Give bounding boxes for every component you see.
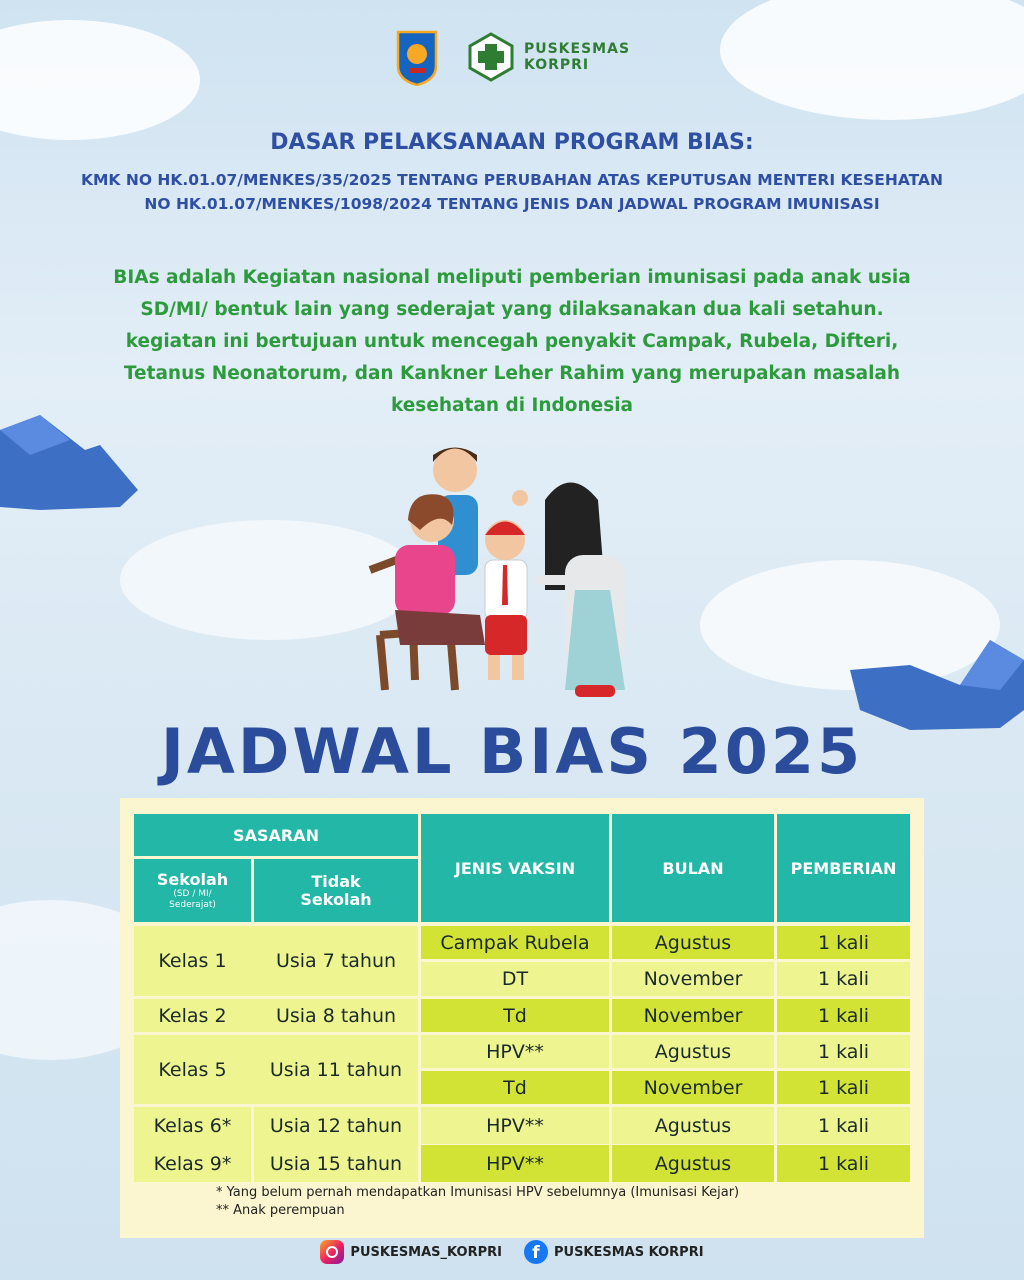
bulan-cell: Agustus <box>612 1145 774 1182</box>
vaksin-cell: Td <box>421 1071 609 1104</box>
pemberian-cell: 1 kali <box>777 1035 910 1068</box>
group-sekolah-2: Kelas 2 <box>158 1004 227 1027</box>
rock-decoration-left <box>0 415 140 510</box>
logo-bar <box>0 28 1024 86</box>
group-sekolah-9: Kelas 9* <box>153 1152 232 1175</box>
pemberian-cell: 1 kali <box>777 999 910 1032</box>
vaksin-cell: Td <box>421 999 609 1032</box>
description-line: Tetanus Neonatorum, dan Kankner Leher Rahim yang merupakan masalah <box>123 363 901 384</box>
group-tidak-6: Usia 12 tahun <box>269 1114 403 1137</box>
decree-line2: NO HK.01.07/MENKES/1098/2024 TENTANG JENIS DAN JADWAL PROGRAM IMUNISASI <box>144 195 880 213</box>
description-line: kegiatan ini bertujuan untuk mencegah penyakit Campak, Rubela, Difteri, <box>125 331 899 352</box>
instagram-link[interactable] <box>320 1240 502 1264</box>
brand-line2: KORPRI <box>523 57 590 73</box>
decree-reference <box>0 168 1024 216</box>
brand-line1: PUSKESMAS <box>523 41 631 57</box>
group-tidak-1: Usia 7 tahun <box>275 950 397 972</box>
vaksin-cell: HPV** <box>421 1107 609 1144</box>
decree-line1: KMK NO HK.01.07/MENKES/35/2025 TENTANG PERUBAHAN ATAS KEPUTUSAN MENTERI KESEHATAN <box>81 171 943 189</box>
header-bulan: BULAN <box>612 814 774 922</box>
schedule-title: JADWAL BIAS 2025 <box>160 715 864 788</box>
header-pemberian: PEMBERIAN <box>777 814 910 922</box>
instagram-handle: PUSKESMAS_KORPRI <box>350 1244 502 1260</box>
facebook-handle: PUSKESMAS KORPRI <box>553 1244 704 1260</box>
program-basis-title: DASAR PELAKSANAAN PROGRAM BIAS: <box>270 130 754 155</box>
puskesmas-logo <box>466 32 630 82</box>
header-jenis-vaksin: JENIS VAKSIN <box>421 814 609 922</box>
pemberian-cell: 1 kali <box>777 1107 910 1144</box>
bulan-cell: Agustus <box>612 926 774 959</box>
vaccination-illustration <box>360 440 680 705</box>
schedule-table <box>134 814 910 1182</box>
vaksin-cell: DT <box>421 962 609 996</box>
group-sekolah-6: Kelas 6* <box>153 1114 232 1137</box>
pemberian-cell: 1 kali <box>777 962 910 996</box>
header-sekolah-label: Sekolah <box>156 870 229 889</box>
pemberian-cell: 1 kali <box>777 1145 910 1182</box>
description-line: kesehatan di Indonesia <box>390 395 634 416</box>
bulan-cell: November <box>612 999 774 1032</box>
bulan-cell: Agustus <box>612 1107 774 1144</box>
footnotes <box>216 1184 739 1220</box>
description-line: SD/MI/ bentuk lain yang sederajat yang dilaksanakan dua kali setahun. <box>140 299 884 320</box>
vaksin-cell: HPV** <box>421 1035 609 1068</box>
footnote-hpv-catchup: * Yang belum pernah mendapatkan Imunisasi HPV sebelumnya (Imunisasi Kejar) <box>216 1185 740 1200</box>
header-sekolah-sub: (SD / MI/ Sederajat) <box>169 889 216 910</box>
regency-emblem-icon <box>394 28 440 86</box>
bulan-cell: November <box>612 1071 774 1104</box>
facebook-icon: f <box>524 1240 548 1264</box>
bias-description <box>40 262 984 422</box>
group-tidak-5: Usia 11 tahun <box>269 1058 403 1081</box>
puskesmas-cross-icon <box>466 32 516 82</box>
social-links <box>0 1240 1024 1264</box>
header-sekolah <box>134 859 251 922</box>
facebook-link[interactable] <box>524 1240 704 1264</box>
footnote-girls: ** Anak perempuan <box>216 1203 345 1218</box>
bulan-cell: Agustus <box>612 1035 774 1068</box>
header-tidak-sekolah: Tidak Sekolah <box>254 859 418 922</box>
bulan-cell: November <box>612 962 774 996</box>
pemberian-cell: 1 kali <box>777 1071 910 1104</box>
vaksin-cell: HPV** <box>421 1145 609 1182</box>
schedule-card <box>120 798 924 1238</box>
description-line: BIAs adalah Kegiatan nasional meliputi pemberian imunisasi pada anak usia <box>113 267 911 288</box>
group-tidak-9: Usia 15 tahun <box>269 1152 403 1175</box>
group-tidak-2: Usia 8 tahun <box>275 1004 397 1027</box>
vaksin-cell: Campak Rubela <box>421 926 609 959</box>
group-sekolah-1: Kelas 1 <box>158 950 227 972</box>
pemberian-cell: 1 kali <box>777 926 910 959</box>
instagram-icon <box>320 1240 344 1264</box>
schedule-body <box>134 926 910 1182</box>
group-sekolah-5: Kelas 5 <box>158 1058 227 1081</box>
header-sasaran: SASARAN <box>134 814 418 856</box>
